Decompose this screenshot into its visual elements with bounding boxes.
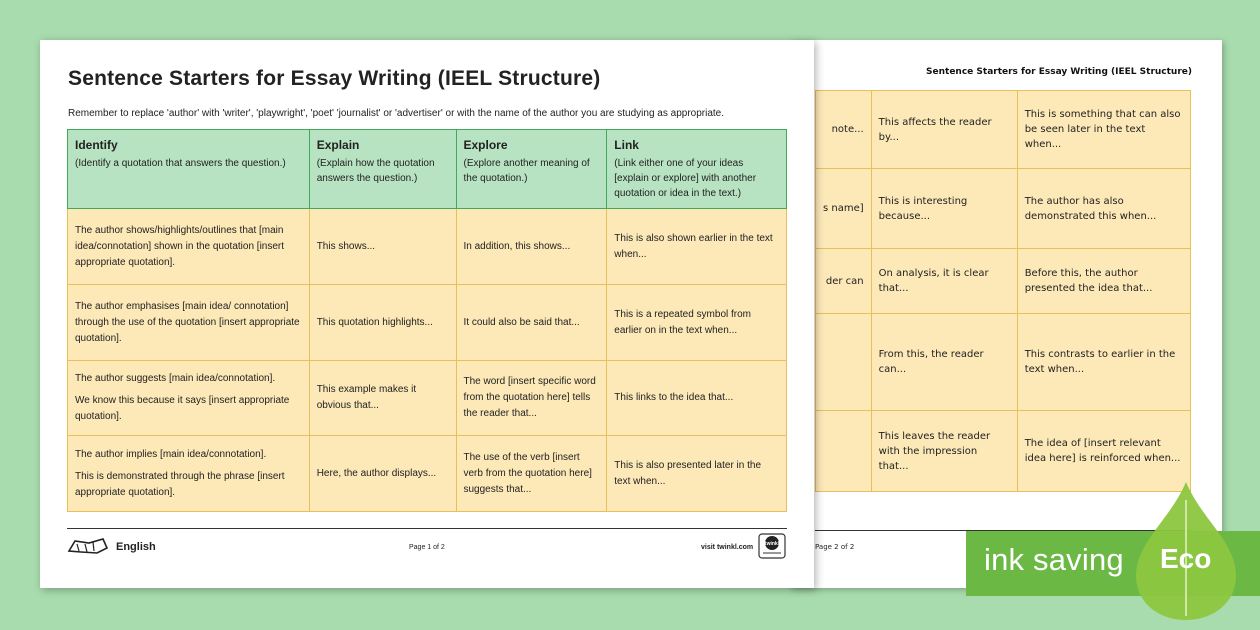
table-cell: This is also shown earlier in the text when... xyxy=(607,209,787,285)
table-cell: This is interesting because... xyxy=(871,169,1017,249)
cell-text: The author suggests [main idea/connotation]. xyxy=(75,373,276,384)
table-header-row xyxy=(68,130,787,209)
table-cell xyxy=(816,314,872,411)
table-cell: This leaves the reader with the impression that... xyxy=(871,411,1017,492)
table-cell: Before this, the author presented the idea that... xyxy=(1017,249,1190,314)
table-cell: This links to the idea that... xyxy=(607,361,787,436)
table-cell: This affects the reader by... xyxy=(871,91,1017,169)
table-cell xyxy=(68,436,310,512)
table-cell: The use of the verb [insert verb from the quotation here] suggests that... xyxy=(456,436,607,512)
table-cell: The idea of [insert relevant idea here] is reinforced when... xyxy=(1017,411,1190,492)
table-cell xyxy=(816,411,872,492)
page-number: Page 2 of 2 xyxy=(815,543,855,551)
header-title: Identify xyxy=(75,138,118,152)
subject-label: English xyxy=(116,541,156,553)
cell-text: The author shows/highlights/outlines that [main idea/connotation] shown in the quotation [insert appropriate quotation]. xyxy=(75,224,285,268)
header-identify xyxy=(68,130,310,209)
twinkl-logo-icon xyxy=(758,533,786,559)
header-desc: (Explain how the quotation answers the question.) xyxy=(316,158,435,184)
eco-label: Eco xyxy=(1160,543,1212,574)
ink-saving-label: ink saving xyxy=(984,542,1124,577)
table-row xyxy=(816,169,1191,249)
page-subtitle: Remember to replace 'author' with 'writer', 'playwright', 'poet' 'journalist' or 'advertiser' or with the name of the author you are studying as appropriate. xyxy=(68,108,725,119)
table-row xyxy=(816,249,1191,314)
page-1 xyxy=(40,40,814,588)
table-cell: der can xyxy=(816,249,872,314)
table-cell xyxy=(68,361,310,436)
header-explore xyxy=(456,130,607,209)
cell-text: The author emphasises [main idea/ connotation] through the use of the quotation [insert appropriate quotation]. xyxy=(75,300,300,344)
header-title: Explain xyxy=(316,138,360,152)
cell-text: The author implies [main idea/connotation]. xyxy=(75,448,267,460)
cell-text: This is demonstrated through the phrase [insert appropriate quotation]. xyxy=(75,470,285,498)
page-title: Sentence Starters for Essay Writing (IEEL Structure) xyxy=(68,67,601,90)
page-number: Page 1 of 2 xyxy=(409,544,445,551)
table-row xyxy=(68,436,787,512)
table-cell xyxy=(68,209,310,285)
table-cell: On analysis, it is clear that... xyxy=(871,249,1017,314)
header-desc: (Explore another meaning of the quotation.) xyxy=(463,158,590,184)
table-row xyxy=(68,285,787,361)
twinkl-logo-text: twinkl xyxy=(764,541,780,547)
table-cell: In addition, this shows... xyxy=(456,209,607,285)
table-cell: This example makes it obvious that... xyxy=(309,361,456,436)
header-explain xyxy=(309,130,456,209)
table-cell: Here, the author displays... xyxy=(309,436,456,512)
table-cell: This is something that can also be seen later in the text when... xyxy=(1017,91,1190,169)
table-cell: The author has also demonstrated this when... xyxy=(1017,169,1190,249)
website-link[interactable]: visit twinkl.com xyxy=(701,544,754,551)
subject-logo-icon xyxy=(67,536,109,556)
table-cell: From this, the reader can... xyxy=(871,314,1017,411)
table-cell xyxy=(68,285,310,361)
page-2-table xyxy=(815,90,1191,492)
table-cell: This contrasts to earlier in the text when... xyxy=(1017,314,1190,411)
header-title: Link xyxy=(614,138,639,152)
table-row xyxy=(816,91,1191,169)
page-2-title: Sentence Starters for Essay Writing (IEEL Structure) xyxy=(926,67,1192,77)
table-cell: It could also be said that... xyxy=(456,285,607,361)
footer-divider xyxy=(67,528,787,529)
table-row xyxy=(68,361,787,436)
cell-text: We know this because it says [insert appropriate quotation]. xyxy=(75,395,290,422)
table-row xyxy=(816,314,1191,411)
table-cell: note... xyxy=(816,91,872,169)
table-row xyxy=(68,209,787,285)
header-title: Explore xyxy=(463,138,508,152)
table-cell: This is also presented later in the text when... xyxy=(607,436,787,512)
header-desc: (Identify a quotation that answers the question.) xyxy=(75,158,286,169)
table-cell: The word [insert specific word from the quotation here] tells the reader that... xyxy=(456,361,607,436)
table-cell: This quotation highlights... xyxy=(309,285,456,361)
table-cell: s name] xyxy=(816,169,872,249)
ieel-table xyxy=(67,129,787,512)
table-cell: This is a repeated symbol from earlier on in the text when... xyxy=(607,285,787,361)
header-link xyxy=(607,130,787,209)
header-desc: (Link either one of your ideas [explain or explore] with another quotation or idea in the text.) xyxy=(614,158,757,199)
table-cell: This shows... xyxy=(309,209,456,285)
